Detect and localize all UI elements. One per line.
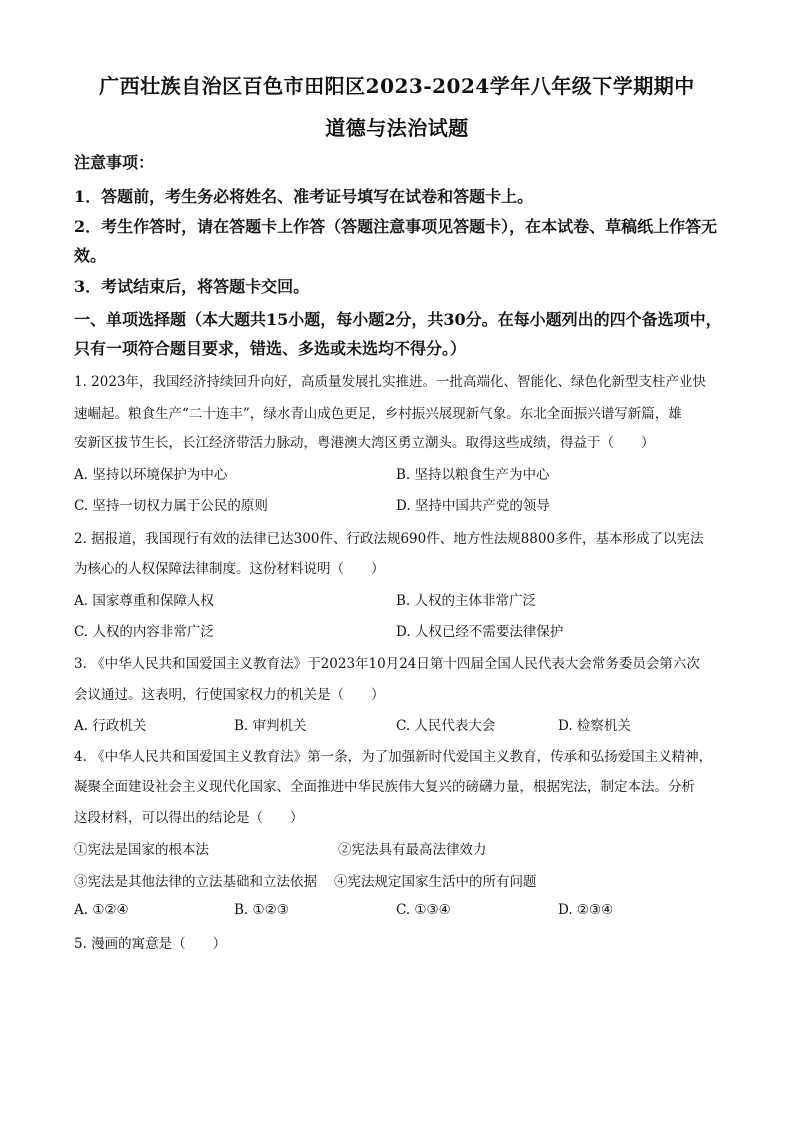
question-4-statement-2: ②宪法具有最高法律效力 [338,842,487,858]
question-4-option-a[interactable]: A. ①②④ [74,902,129,918]
notice-item-1: 1．答题前，考生务必将姓名、准考证号填写在试卷和答题卡上。 [74,187,534,206]
question-1-option-d[interactable]: D. 坚持中国共产党的领导 [396,498,550,514]
question-3-line-1: 3. 《中华人民共和国爱国主义教育法》于2023年10月24日第十四届全国人民代表大会常务委员会第六次 [74,656,700,672]
question-2-option-d[interactable]: D. 人权已经不需要法律保护 [396,624,564,640]
notice-heading: 注意事项： [74,153,155,172]
question-4-options-row [74,902,734,922]
question-2-line-2: 为核心的人权保障法律制度。这份材料说明（ ） [74,561,385,577]
exam-title: 广西壮族自治区百色市田阳区2023-2024学年八年级下学期期中 [99,74,695,98]
question-1-line-3: 安新区拔节生长，长江经济带活力脉动，粤港澳大湾区勇立潮头。取得这些成绩，得益于（ ） [74,435,655,451]
question-4-option-d[interactable]: D. ②③④ [558,902,614,918]
question-4-statement-3: ③宪法是其他法律的立法基础和立法依据 [74,874,317,890]
question-1-option-b[interactable]: B. 坚持以粮食生产为中心 [396,467,550,483]
question-4-statement-4: ④宪法规定国家生活中的所有问题 [334,874,537,890]
question-1-option-a[interactable]: A. 坚持以环境保护为中心 [74,467,228,483]
question-4-line-2: 凝聚全面建设社会主义现代化国家、全面推进中华民族伟大复兴的磅礴力量，根据宪法，制定本法。分析 [74,779,695,795]
question-1-line-1: 1. 2023年，我国经济持续回升向好，高质量发展扎实推进。一批高端化、智能化、绿色化新型支柱产业快 [74,374,707,390]
question-4-option-b[interactable]: B. ①②③ [234,902,289,918]
notice-item-3: 3．考试结束后，将答题卡交回。 [74,277,310,296]
question-1-line-2: 速崛起。粮食生产“二十连丰”，绿水青山成色更足，乡村振兴展现新气象。东北全面振兴谱写新篇，雄 [74,406,682,422]
question-4-statement-1: ①宪法是国家的根本法 [74,842,209,858]
question-1-option-c[interactable]: C. 坚持一切权力属于公民的原则 [74,498,268,514]
question-2-option-b[interactable]: B. 人权的主体非常广泛 [396,593,537,609]
section-heading-cont: 只有一项符合题目要求，错选、多选或未选均不得分。） [74,339,467,358]
question-3-line-2: 会议通过。这表明，行使国家权力的机关是（ ） [74,687,385,703]
question-2-options-row-1 [74,589,734,609]
question-4-option-c[interactable]: C. ①③④ [396,902,451,918]
question-4-line-3: 这段材料，可以得出的结论是（ ） [74,810,304,826]
exam-subtitle: 道德与法治试题 [325,116,469,140]
question-4-statements-row-2 [74,870,734,890]
question-3-option-d[interactable]: D. 检察机关 [558,718,631,734]
question-2-options-row-2 [74,620,734,640]
question-4-line-1: 4. 《中华人民共和国爱国主义教育法》第一条，为了加强新时代爱国主义教育，传承和弘扬爱国主义精神， [74,749,713,765]
question-3-options-row [74,714,734,734]
notice-item-2-cont: 效。 [74,246,107,265]
question-3-option-a[interactable]: A. 行政机关 [74,718,147,734]
question-3-option-b[interactable]: B. 审判机关 [234,718,307,734]
question-2-option-c[interactable]: C. 人权的内容非常广泛 [74,624,214,640]
question-1-options-row-1 [74,463,734,483]
question-2-line-1: 2. 据报道，我国现行有效的法律已达300件、行政法规690件、地方性法规8800多件，基本形成了以宪法 [74,531,704,547]
question-2-option-a[interactable]: A. 国家尊重和保障人权 [74,593,214,609]
question-5-line-1: 5. 漫画的寓意是（ ） [74,936,227,952]
question-1-options-row-2 [74,494,734,514]
question-4-statements-row-1 [74,838,734,858]
notice-item-2: 2．考生作答时，请在答题卡上作答（答题注意事项见答题卡），在本试卷、草稿纸上作答无 [74,217,718,236]
question-3-option-c[interactable]: C. 人民代表大会 [396,718,496,734]
section-heading: 一、单项选择题（本大题共15小题，每小题2分，共30分。在每小题列出的四个备选项中， [74,310,722,329]
